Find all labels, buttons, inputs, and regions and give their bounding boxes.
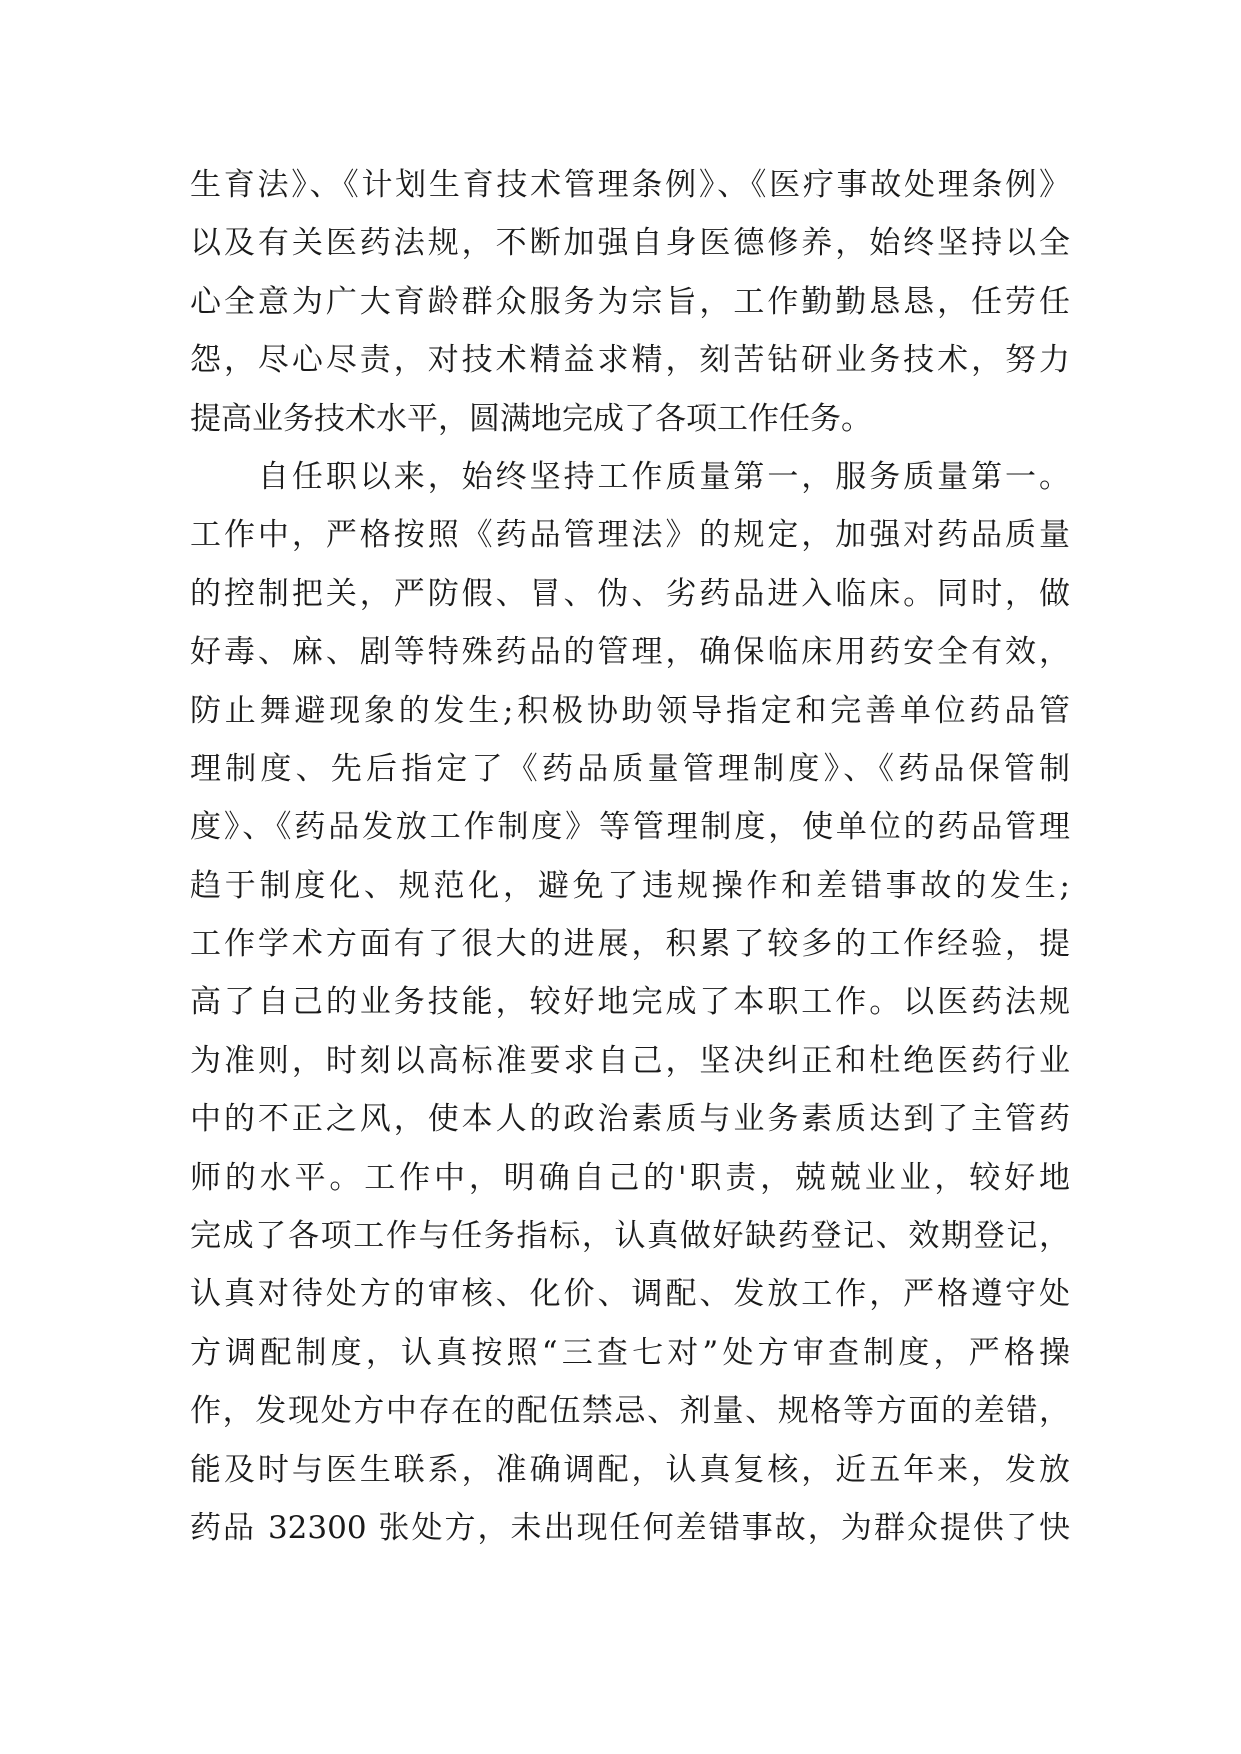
paragraph-start-line: 自任职以来，始终坚持工作质量第一，服务质量第一。 — [190, 458, 1070, 495]
text-line: 作，发现处方中存在的配伍禁忌、剂量、规格等方面的差错， — [190, 1393, 1070, 1430]
text-line: 防止舞避现象的发生;积极协助领导指定和完善单位药品管 — [190, 692, 1070, 729]
text-line: 工作中，严格按照《药品管理法》的规定，加强对药品质量 — [190, 517, 1070, 554]
text-line: 高了自己的业务技能，较好地完成了本职工作。以医药法规 — [190, 984, 1070, 1021]
text-line: 为准则，时刻以高标准要求自己，坚决纠正和杜绝医药行业 — [190, 1042, 1070, 1079]
text-line: 以及有关医药法规，不断加强自身医德修养，始终坚持以全 — [190, 225, 1070, 262]
text-line: 理制度、先后指定了《药品质量管理制度》、《药品保管制 — [190, 750, 1070, 787]
text-line: 药品 32300 张处方，未出现任何差错事故，为群众提供了快 — [190, 1509, 1070, 1546]
text-line: 工作学术方面有了很大的进展，积累了较多的工作经验，提 — [190, 926, 1070, 963]
text-line: 中的不正之风，使本人的政治素质与业务素质达到了主管药 — [190, 1101, 1070, 1138]
text-line: 生育法》、《计划生育技术管理条例》、《医疗事故处理条例》 — [190, 167, 1070, 203]
text-line: 度》、《药品发放工作制度》等管理制度，使单位的药品管理 — [190, 809, 1070, 846]
text-line: 心全意为广大育龄群众服务为宗旨，工作勤勤恳恳，任劳任 — [190, 283, 1070, 320]
text-line: 趋于制度化、规范化，避免了违规操作和差错事故的发生; — [190, 867, 1070, 904]
text-line: 认真对待处方的审核、化价、调配、发放工作，严格遵守处 — [190, 1276, 1070, 1313]
text-line: 能及时与医生联系，准确调配，认真复核，近五年来，发放 — [190, 1451, 1070, 1488]
text-line: 好毒、麻、剧等特殊药品的管理，确保临床用药安全有效， — [190, 634, 1070, 671]
body-text — [190, 156, 1070, 1557]
text-line: 怨，尽心尽责，对技术精益求精，刻苦钻研业务技术，努力 — [190, 342, 1070, 379]
text-line: 提高业务技术水平，圆满地完成了各项工作任务。 — [190, 400, 872, 437]
text-line: 师的水平。工作中，明确自己的'职责，兢兢业业，较好地 — [190, 1159, 1070, 1196]
text-line: 完成了各项工作与任务指标，认真做好缺药登记、效期登记， — [190, 1218, 1070, 1255]
text-line: 方调配制度，认真按照“三查七对”处方审查制度，严格操 — [190, 1334, 1070, 1371]
text-line: 的控制把关，严防假、冒、伪、劣药品进入临床。同时，做 — [190, 575, 1070, 612]
